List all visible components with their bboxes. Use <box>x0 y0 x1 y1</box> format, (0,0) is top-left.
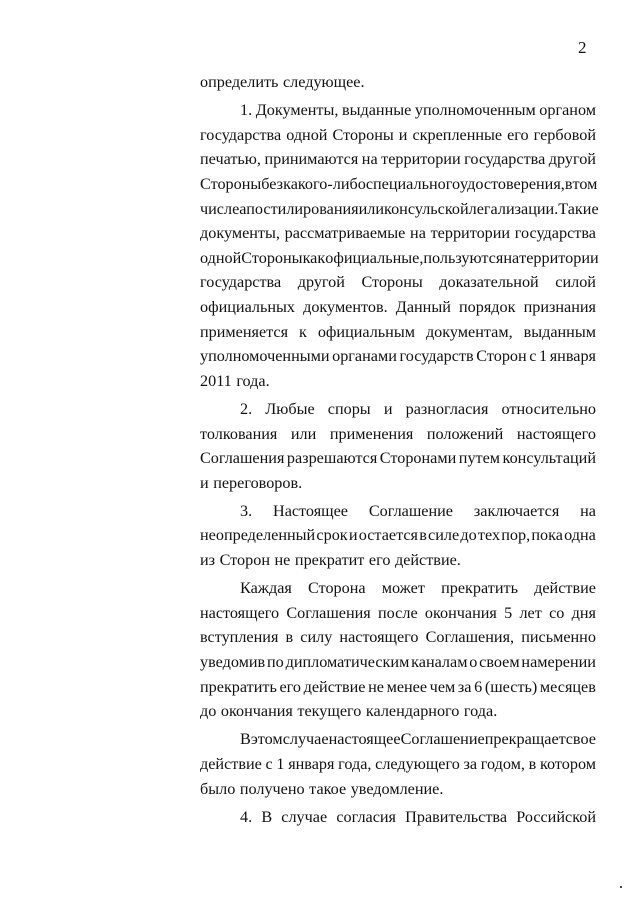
word: апостилирования <box>239 199 359 218</box>
word: порядок <box>458 297 516 316</box>
word: согласия <box>336 807 396 826</box>
word: до <box>460 526 477 545</box>
word: пор, <box>501 526 531 545</box>
word: не <box>368 677 384 696</box>
word: принимаются <box>264 150 359 169</box>
word: Российской <box>516 807 596 826</box>
text-line <box>200 172 596 197</box>
word: Соглашение <box>400 730 485 749</box>
word: такое <box>309 779 347 798</box>
text-line <box>200 777 596 802</box>
word: в <box>528 755 537 773</box>
word: года. <box>236 371 270 390</box>
word: с <box>529 347 537 366</box>
word: уполномоченными <box>200 347 330 366</box>
word: государства <box>514 224 596 243</box>
word: доказательной <box>439 273 539 292</box>
word: не <box>274 551 291 570</box>
word: путем <box>458 449 501 468</box>
word: Стороны <box>241 248 303 267</box>
word: намерении <box>521 653 596 672</box>
word: Стороны <box>332 125 394 144</box>
word: на <box>503 248 520 267</box>
word: уведомление. <box>350 779 444 798</box>
word: 1 <box>539 347 548 366</box>
word: Правительства <box>405 807 508 826</box>
text-line <box>200 422 596 447</box>
word: действие <box>303 677 366 696</box>
word: документы, <box>200 224 280 243</box>
word: в <box>285 628 294 647</box>
word: прекращает <box>484 730 566 749</box>
text-line <box>200 369 596 394</box>
word: действие <box>534 579 596 598</box>
word: месяцев <box>539 677 596 696</box>
word: за <box>463 755 478 773</box>
word: споры <box>327 399 371 418</box>
word: Сторонами <box>379 449 457 468</box>
word: печатью, <box>200 150 261 169</box>
document-body <box>200 70 599 829</box>
scan-artifact <box>620 886 622 888</box>
word: официальных <box>200 297 295 316</box>
word: Любые <box>265 399 315 418</box>
word: неопределенный <box>200 526 316 545</box>
word: его <box>279 677 301 696</box>
word: другой <box>297 273 345 292</box>
word: Сторона <box>308 579 366 598</box>
word: одной <box>200 248 242 267</box>
word: настоящего <box>339 628 419 647</box>
word: со <box>549 603 565 622</box>
word: окончания <box>424 603 497 622</box>
word: Сторон <box>219 551 270 570</box>
word: Соглашение <box>368 501 453 520</box>
word: было <box>200 779 236 798</box>
word: Сторон <box>476 347 527 366</box>
word: действие <box>200 755 262 773</box>
word: государства <box>200 125 282 144</box>
word: Документы, <box>255 101 339 120</box>
text-line <box>200 576 596 601</box>
word: рассматриваемые <box>284 224 406 243</box>
word: текущего <box>297 702 362 721</box>
word: за <box>457 677 472 696</box>
word: заключается <box>473 501 560 520</box>
word: по <box>267 653 284 672</box>
word: дня <box>571 603 596 622</box>
word: следующего <box>375 755 460 773</box>
word: без <box>261 174 284 193</box>
word: и <box>348 526 358 545</box>
word: 1. <box>240 101 253 120</box>
word: Соглашения <box>200 449 285 468</box>
word: остается <box>358 526 418 545</box>
text-line <box>200 70 596 95</box>
word: года, <box>338 755 372 773</box>
word: переговоров. <box>213 473 303 492</box>
word: на <box>410 224 426 243</box>
word: признания <box>523 297 596 316</box>
word: территории <box>381 150 461 169</box>
word: консультаций <box>502 449 596 468</box>
word: 6 <box>474 677 483 696</box>
word: официальным <box>317 322 415 341</box>
text-line <box>200 123 596 148</box>
word: Такие <box>558 199 599 218</box>
word: применения <box>329 424 414 443</box>
word: случае <box>282 730 329 749</box>
word: настоящее <box>328 730 401 749</box>
word: силу <box>300 628 333 647</box>
word: органами <box>332 347 397 366</box>
word: 4. <box>240 807 253 826</box>
word: разрешаются <box>286 449 378 468</box>
word: может <box>381 579 425 598</box>
word: календарного <box>365 702 460 721</box>
word: до <box>200 702 217 721</box>
word: окончания <box>220 702 293 721</box>
text-line <box>200 397 596 422</box>
word: Соглашения <box>286 603 371 622</box>
word: чем <box>429 677 456 696</box>
word: Соглашения, <box>425 628 515 647</box>
word: 5 <box>504 603 513 622</box>
page-number: 2 <box>578 38 587 57</box>
word: из <box>200 551 216 570</box>
word: настоящего <box>200 603 280 622</box>
text-line <box>200 523 596 548</box>
word: гербовой <box>533 125 596 144</box>
word: выданные <box>341 101 412 120</box>
text-line <box>200 625 596 650</box>
word: разногласия <box>405 399 489 418</box>
text-line <box>200 499 596 524</box>
text-line <box>200 752 596 777</box>
word: Стороны <box>361 273 423 292</box>
word: с <box>265 755 273 773</box>
text-line <box>200 601 596 626</box>
word: прекратит <box>294 551 365 570</box>
word: на <box>361 150 378 169</box>
word: тех <box>477 526 501 545</box>
word: или <box>358 199 385 218</box>
word: в <box>419 526 427 545</box>
word: применяется <box>200 322 289 341</box>
word: числе <box>200 199 240 218</box>
word: государства <box>200 273 282 292</box>
word: толкования <box>200 424 278 443</box>
word: дипломатическим <box>285 653 410 672</box>
text-line <box>200 221 596 246</box>
word: удостоверения, <box>460 174 565 193</box>
word: о <box>469 653 478 672</box>
word: свое <box>565 730 596 749</box>
word: пользуются <box>423 248 504 267</box>
word: котором <box>540 755 596 773</box>
word: в <box>564 174 573 193</box>
word: том <box>572 174 598 193</box>
word: или <box>290 424 317 443</box>
text-line <box>200 197 599 222</box>
word: этом <box>250 730 283 749</box>
word: консульской <box>384 199 469 218</box>
text-line <box>200 675 596 700</box>
word: января <box>288 755 335 773</box>
text-line <box>200 699 596 724</box>
word: на <box>580 501 596 520</box>
word: одной <box>286 125 328 144</box>
word: прекратить <box>200 677 277 696</box>
word: определить <box>200 73 279 91</box>
word: Данный <box>395 297 451 316</box>
word: своем <box>479 653 520 672</box>
text-line <box>200 446 596 471</box>
word: официальные, <box>325 248 424 267</box>
text-line <box>200 320 596 345</box>
word: случае <box>281 807 328 826</box>
word: прекратить <box>441 579 518 598</box>
word: 2011 <box>200 371 232 390</box>
word: его <box>368 551 391 570</box>
word: действие. <box>394 551 461 570</box>
word: пока <box>531 526 563 545</box>
word: территории <box>430 224 511 243</box>
word: скрепленные <box>412 125 503 144</box>
word: (шесть) <box>484 677 538 696</box>
word: какого-либо <box>283 174 366 193</box>
word: государства <box>464 150 546 169</box>
word: уведомив <box>200 653 266 672</box>
word: вступления <box>200 628 279 647</box>
text-line <box>200 650 596 675</box>
word: Настоящее <box>273 501 348 520</box>
word: настоящего <box>516 424 596 443</box>
word: положений <box>426 424 504 443</box>
word: января <box>549 347 596 366</box>
text-line <box>200 805 596 830</box>
word: В <box>261 807 273 826</box>
word: следующее. <box>282 73 365 91</box>
word: территории <box>519 248 599 267</box>
word: и <box>200 473 209 492</box>
word: Стороны <box>200 174 262 193</box>
word: и <box>398 125 408 144</box>
word: получено <box>239 779 305 798</box>
word: после <box>378 603 418 622</box>
word: Каждая <box>240 579 292 598</box>
word: письменно <box>521 628 596 647</box>
word: органом <box>539 101 596 120</box>
word: государств <box>399 347 474 366</box>
text-line <box>200 295 596 320</box>
word: легализации. <box>468 199 559 218</box>
word: лет <box>519 603 542 622</box>
text-line <box>200 344 596 369</box>
word: 1 <box>276 755 285 773</box>
word: 3. <box>240 501 253 520</box>
word: В <box>240 730 251 749</box>
text-line <box>200 270 596 295</box>
word: документов. <box>303 297 388 316</box>
text-line <box>200 147 596 172</box>
word: и <box>383 399 393 418</box>
word: силой <box>555 273 596 292</box>
word: каналам <box>411 653 468 672</box>
word: документам, <box>425 322 513 341</box>
word: годом, <box>480 755 525 773</box>
word: относительно <box>501 399 596 418</box>
text-line <box>200 246 599 271</box>
word: силе <box>428 526 460 545</box>
word: к <box>299 322 307 341</box>
word: года. <box>463 702 498 721</box>
text-line <box>200 548 596 573</box>
word: срок <box>316 526 348 545</box>
word: одна <box>564 526 596 545</box>
word: специального <box>365 174 461 193</box>
word: 2. <box>240 399 253 418</box>
text-line <box>200 471 596 496</box>
text-line <box>200 727 596 752</box>
word: уполномоченным <box>414 101 536 120</box>
word: выданным <box>523 322 596 341</box>
word: менее <box>386 677 428 696</box>
word: другой <box>548 150 596 169</box>
word: как <box>302 248 326 267</box>
text-line <box>200 98 596 123</box>
word: его <box>507 125 529 144</box>
